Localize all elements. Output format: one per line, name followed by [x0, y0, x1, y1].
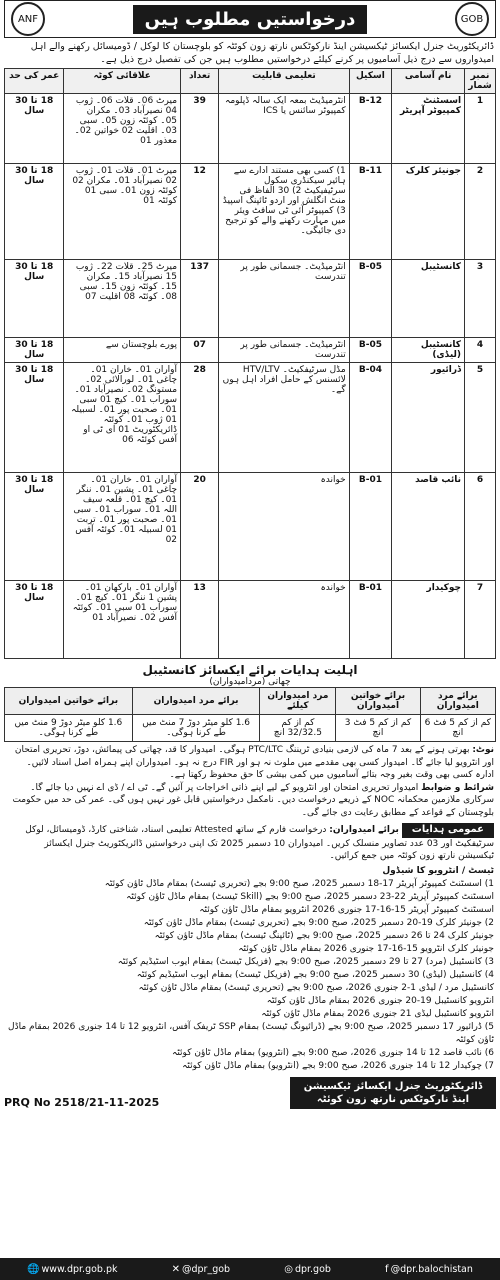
row-count: 20: [181, 473, 219, 581]
schedule-item: انٹرویو کانسٹیبل 19-20 جنوری 2026 بمقام ماڈل ٹاؤن کوئٹہ: [266, 995, 494, 1006]
schedule-item: اسسٹنٹ کمپیوٹر آپریٹر 22-23 دسمبر 2025، صبح 9:00 بجے (Skill ٹیسٹ) بمقام ماڈل ٹاؤن کوئٹہ: [126, 891, 494, 902]
instagram-icon: ◎: [284, 1263, 293, 1275]
schedule-item: 6) نائب قاصد 12 تا 14 جنوری 2026، صبح 9:00 بجے (انٹرویو) بمقام ماڈل ٹاؤن کوئٹہ: [172, 1047, 494, 1058]
eligibility-header-row: [5, 688, 496, 715]
row-scale: B-11: [349, 164, 391, 260]
schedule-item: 1) اسسٹنٹ کمپیوٹر آپریٹر 17-18 دسمبر 2025، صبح 9:00 بجے (تحریری ٹیسٹ) بمقام ماڈل ٹاؤن کوئٹہ: [104, 878, 494, 889]
left-seal-icon: ANF: [11, 2, 45, 36]
schedule-item: 2) جونیئر کلرک 19-20 دسمبر 2025، صبح 9:00 بجے (تحریری ٹیسٹ) بمقام ماڈل ٹاؤن کوئٹہ: [143, 917, 494, 928]
eligibility-value-row: [5, 715, 496, 742]
row-qualification: مڈل سرٹیفکیٹ۔ HTV/LTV لائسنس کے حامل افراد اہل ہوں گے۔: [219, 363, 349, 473]
row-count: 137: [181, 260, 219, 338]
footer-block: [4, 1077, 496, 1109]
prq-number: PRQ No 2518/21-11-2025: [4, 1095, 160, 1109]
row-age: 18 تا 30 سال: [5, 164, 64, 260]
row-age: 18 تا 30 سال: [5, 581, 64, 659]
table-header-row: [5, 69, 496, 94]
row-age: 18 تا 30 سال: [5, 473, 64, 581]
schedule-item: 7) چوکیدار 12 تا 14 جنوری 2026، صبح 9:00 بجے (انٹرویو) بمقام ماڈل ٹاؤن کوئٹہ: [182, 1060, 494, 1071]
row-qualification: انٹرمیڈیٹ۔ جسمانی طور پر تندرست: [219, 338, 349, 363]
table-row: [5, 338, 496, 363]
row-age: 18 تا 30 سال: [5, 260, 64, 338]
schedule-item: 5) ڈرائیور 17 دسمبر 2025، صبح 9:00 بجے (ڈرائیونگ ٹیسٹ) بمقام SSP ٹریفک آفس، انٹرویو 12 تا 14 جنوری 2026 بمقام ماڈل ٹاؤن کوئٹہ: [8, 1021, 494, 1045]
eligibility-value: کم از کم 5 فٹ 6 انچ: [420, 715, 495, 742]
table-row: [5, 94, 496, 164]
row-quota: آواران 01۔ بارکھان 01۔ پشین 1 ننگر 01۔ کیچ 01۔ سوراب 01 سبی 01۔ کوئٹہ آفس 02۔ نصیرآباد 01: [64, 581, 181, 659]
right-seal-icon: GOB: [455, 2, 489, 36]
eligibility-value: کم از کم 32/32.5 انچ: [260, 715, 336, 742]
row-count: 07: [181, 338, 219, 363]
eligibility-header: برائے خواتین امیدواران: [336, 688, 420, 715]
schedule-item: جونیئر کلرک انٹرویو 15-16-17 جنوری 2026 بمقام ماڈل ٹاؤن کوئٹہ: [238, 943, 494, 954]
row-qualification: خواندہ: [219, 581, 349, 659]
globe-icon: 🌐: [27, 1263, 40, 1275]
header: [4, 0, 496, 38]
issuer-line-2: اینڈ نارکوٹکس نارتھ زون کوئٹہ: [316, 1093, 470, 1105]
rules-text: امیدوار تحریری امتحان اور انٹرویو کے لیے اپنے ذاتی اخراجات پر آئیں گے۔ ٹی اے / ڈی اے نہیں دیا جائے گا۔ سرکاری ملازمین محکمانہ NOC کے ذریعے درخواست دیں۔ نامکمل درخواستیں قابل غور نہیں ہوں گی۔ عمر کی حد میں حکومت بلوچستان کے قواعد کے مطابق رعایت دی جائے گی۔: [12, 782, 494, 818]
col-header-no: نمبر شمار: [465, 69, 496, 94]
eligibility-table: [4, 687, 496, 742]
row-count: 13: [181, 581, 219, 659]
row-scale: B-05: [349, 260, 391, 338]
row-post-name: اسسٹنٹ کمپیوٹر آپریٹر: [392, 94, 465, 164]
row-no: 5: [465, 363, 496, 473]
row-age: 18 تا 30 سال: [5, 363, 64, 473]
schedule-item: 3) کانسٹیبل (مرد) 27 تا 29 دسمبر 2025، صبح 9:00 بجے (فزیکل ٹیسٹ) بمقام ایوب اسٹیڈیم کوئٹہ: [117, 956, 494, 967]
general-instructions-label: عمومی ہدایات: [402, 823, 494, 838]
row-no: 1: [465, 94, 496, 164]
schedule-section: [4, 865, 496, 1073]
row-count: 39: [181, 94, 219, 164]
issuer-line-1: ڈائریکٹوریٹ جنرل ایکسائز ٹیکسیشن: [303, 1080, 483, 1092]
intro-text: ڈائریکٹوریٹ جنرل ایکسائز ٹیکسیشن اینڈ نارکوٹکس نارتھ زون کوئٹہ کو بلوچستان کا لوکل / ڈومیسائل رکھنے والے اہل امیدواروں سے درج ذیل آسامیوں پر کرنے کیلئے درخواستیں مطلوب ہیں جن کی تفصیل درج ذیل ہے۔: [30, 41, 494, 65]
applicants-section: [4, 821, 496, 865]
eligibility-subtitle: چھاتی (مردامیدواران): [209, 677, 291, 687]
row-no: 6: [465, 473, 496, 581]
website-link[interactable]: 🌐 www.dpr.gob.pk: [27, 1263, 118, 1275]
row-scale: B-05: [349, 338, 391, 363]
facebook-icon: f: [385, 1263, 389, 1275]
row-age: 18 تا 30 سال: [5, 94, 64, 164]
notes-section: [4, 742, 496, 821]
row-quota: آواران 01۔ خاران 01۔ چاغی 01۔ پشین 01۔ ننگر 01۔ کیچ 01۔ قلعہ سیف اللہ 01۔ سوراب 01۔ سبی 01۔ صحبت پور 01۔ تربت 01 لسبیلہ 01۔ کوئٹہ آفس 02: [64, 473, 181, 581]
row-post-name: ڈرائیور: [392, 363, 465, 473]
row-quota: آواران 01۔ خاران 01۔ چاغی 01۔ لورالائی 02۔ مستونگ 02۔ نصیرآباد 01۔ سوراب 01۔ کیچ 01 سبی 01۔ صحبت پور 01۔ لسبیلہ 01 ژوب 01۔ کوئٹہ ڈائریکٹوریٹ 01 ای ٹی او آفس کوئٹہ 06: [64, 363, 181, 473]
notes-label: نوٹ:: [472, 745, 494, 755]
schedule-item: کانسٹیبل مرد / لیڈی 1-2 جنوری 2026، صبح 9:00 بجے (تحریری ٹیسٹ) بمقام ماڈل ٹاؤن کوئٹہ: [138, 982, 494, 993]
schedule-item: جونیئر کلرک 24 تا 26 دسمبر 2025، صبح 9:00 بجے (ٹائپنگ ٹیسٹ) بمقام ماڈل ٹاؤن کوئٹہ: [154, 930, 494, 941]
eligibility-header: مرد امیدواران کیلئے: [260, 688, 336, 715]
row-post-name: کانسٹیبل (لیڈی): [392, 338, 465, 363]
eligibility-value: کم از کم 5 فٹ 3 انچ: [336, 715, 420, 742]
x-link[interactable]: ✕ @dpr_gob: [171, 1263, 231, 1275]
col-header-quota: علاقائی کوٹہ: [64, 69, 181, 94]
eligibility-header: برائے مرد امیدواران: [420, 688, 495, 715]
applicants-text: درخواست فارم کے ساتھ Attested تعلیمی اسناد، شناختی کارڈ، ڈومیسائل، لوکل سرٹیفکیٹ اور 03 عدد تصاویر منسلک کریں۔ امیدواران 10 دسمبر 2025 تک اپنی درخواستیں ڈائریکٹوریٹ جنرل ایکسائز ٹیکسیشن نارتھ زون کوئٹہ میں جمع کرائیں۔: [25, 825, 494, 861]
instagram-link[interactable]: ◎ dpr.gob: [284, 1263, 331, 1275]
eligibility-header: برائے خواتین امیدواران: [5, 688, 133, 715]
row-qualification: خواندہ: [219, 473, 349, 581]
row-scale: B-12: [349, 94, 391, 164]
table-row: [5, 473, 496, 581]
row-qualification: 1) کسی بھی مستند ادارے سے ہائیر سیکنڈری سکول سرٹیفیکیٹ 2) 30 الفاظ فی منٹ انگلش اور اردو ٹائپنگ اسپیڈ 3) کمپیوٹر آئی ٹی سافٹ ویئر میں مہارت رکھنے والے کو ترجیح دی جائیگی۔: [219, 164, 349, 260]
row-qualification: انٹرمیڈیٹ بمعہ ایک سالہ ڈپلومہ کمپیوٹر سائنس یا ICS: [219, 94, 349, 164]
eligibility-value: 1.6 کلو میٹر دوڑ 7 منٹ میں طے کرنا ہوگی۔: [132, 715, 260, 742]
table-row: [5, 581, 496, 659]
row-age: 18 تا 30 سال: [5, 338, 64, 363]
row-count: 12: [181, 164, 219, 260]
row-post-name: نائب قاصد: [392, 473, 465, 581]
col-header-name: نام آسامی: [392, 69, 465, 94]
applicants-label: برائے امیدواران:: [329, 825, 399, 835]
x-icon: ✕: [171, 1263, 180, 1275]
eligibility-title: اہلیت ہدایات برائے ایکسائز کانسٹیبل: [142, 663, 358, 677]
schedule-item: اسسٹنٹ کمپیوٹر آپریٹر 15-16-17 جنوری 2026 انٹرویو بمقام ماڈل ٹاؤن کوئٹہ: [199, 904, 494, 915]
col-header-count: تعداد: [181, 69, 219, 94]
row-count: 28: [181, 363, 219, 473]
table-row: [5, 260, 496, 338]
row-quota: پورے بلوچستان سے: [64, 338, 181, 363]
social-bar: [0, 1258, 500, 1280]
row-scale: B-01: [349, 581, 391, 659]
row-quota: میرٹ 01۔ قلات 01۔ ژوب 02 نصیرآباد 01۔ مکران 02 کوئٹہ زون 01۔ سبی 01 کوئٹہ 01: [64, 164, 181, 260]
row-no: 2: [465, 164, 496, 260]
page-title: درخواستیں مطلوب ہیں: [133, 5, 368, 34]
col-header-qualification: تعلیمی قابلیت: [219, 69, 349, 94]
schedule-item: انٹرویو کانسٹیبل لیڈی 21 جنوری 2026 بمقام ماڈل ٹاؤن کوئٹہ: [261, 1008, 494, 1019]
col-header-age: عمر کی حد: [5, 69, 64, 94]
row-no: 7: [465, 581, 496, 659]
facebook-link[interactable]: f @dpr.balochistan: [385, 1263, 473, 1275]
issuer-block: [290, 1077, 496, 1109]
row-qualification: انٹرمیڈیٹ۔ جسمانی طور پر تندرست: [219, 260, 349, 338]
schedule-title: ٹیسٹ / انٹرویو کا شیڈول: [382, 865, 494, 876]
row-post-name: کانسٹیبل: [392, 260, 465, 338]
row-no: 4: [465, 338, 496, 363]
rules-label: شرائط و ضوابط: [421, 782, 494, 793]
posts-table: [4, 68, 496, 659]
table-row: [5, 363, 496, 473]
row-quota: میرٹ 25۔ قلات 22۔ ژوب 15 نصیرآباد 15۔ مکران 15۔ کوئٹہ زون 15۔ سبی 08۔ کوئٹہ 08 اقلیت 07: [64, 260, 181, 338]
row-quota: میرٹ 06۔ قلات 06۔ ژوب 04 نصیرآباد 03۔ مکران 05۔ کوئٹہ زون 05۔ سبی 03۔ اقلیت 02 خواتین 02۔ معذور 01: [64, 94, 181, 164]
col-header-scale: اسکیل: [349, 69, 391, 94]
table-row: [5, 164, 496, 260]
row-no: 3: [465, 260, 496, 338]
schedule-item: 4) کانسٹیبل (لیڈی) 30 دسمبر 2025، صبح 9:00 بجے (فزیکل ٹیسٹ) بمقام ایوب اسٹیڈیم کوئٹہ: [136, 969, 494, 980]
row-post-name: جونیئر کلرک: [392, 164, 465, 260]
eligibility-value: 1.6 کلو میٹر دوڑ 9 منٹ میں طے کرنا ہوگی۔: [5, 715, 133, 742]
notes-text: بھرتی ہونے کے بعد 7 ماہ کی لازمی بنیادی ٹریننگ PTC/LTC ہوگی۔ امیدوار کا قد، چھاتی کی پیمائش، دوڑ، تحریری امتحان اور انٹرویو لیا جائے گا۔ امیدوار کسی بھی مقدمے میں ملوث نہ ہو اور FIR درج نہ ہو۔ امیدواران اپنے ہمراہ اصل اسناد لائیں۔ ادارہ کسی بھی وقت بغیر وجہ بتائے آسامیوں میں کمی بیشی کا حق محفوظ رکھتا ہے۔: [14, 745, 494, 780]
row-scale: B-04: [349, 363, 391, 473]
row-scale: B-01: [349, 473, 391, 581]
eligibility-header: برائے مرد امیدواران: [132, 688, 260, 715]
row-post-name: چوکیدار: [392, 581, 465, 659]
